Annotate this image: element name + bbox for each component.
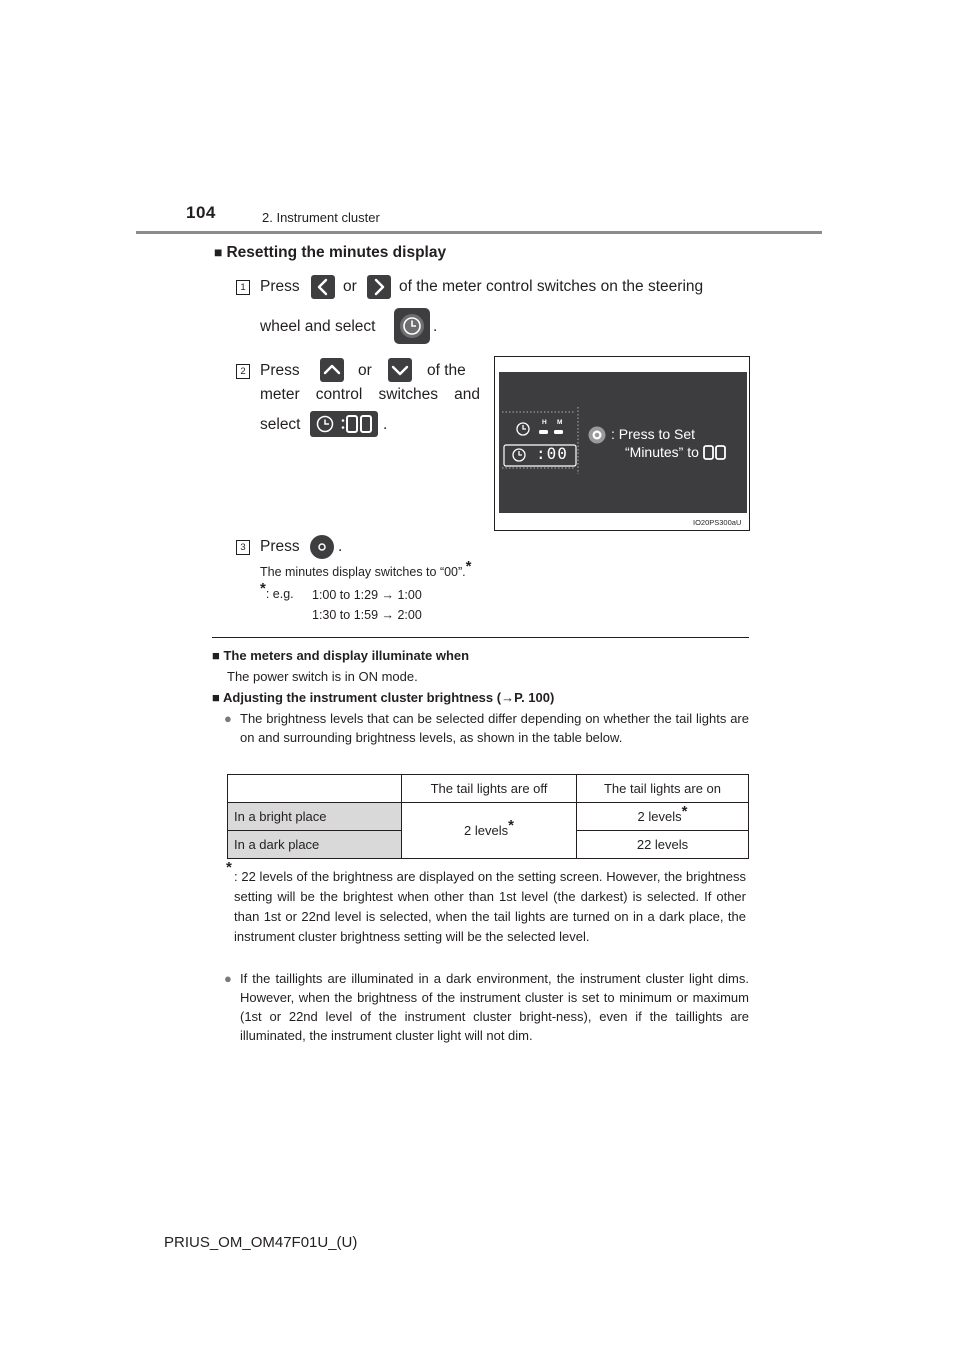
step2-press: Press [260, 362, 300, 379]
step2-or: or [358, 362, 372, 379]
footnote-example-2: 1:30 to 1:59 → 2:00 [312, 608, 422, 622]
result-text [260, 558, 472, 579]
clock-setting-button-icon [394, 308, 430, 344]
enter-button-icon [310, 535, 334, 559]
footnote-prefix [260, 580, 294, 601]
header-rule [136, 231, 822, 234]
up-arrow-button-icon [320, 358, 344, 382]
step-number-2: 2 [236, 364, 250, 379]
section-title: 2. Instrument cluster [262, 210, 380, 225]
document-code: PRIUS_OM_OM47F01U_(U) [164, 1234, 358, 1251]
right-arrow-button-icon [367, 275, 391, 299]
minutes-to-text: “Minutes” to [625, 444, 699, 460]
result-text-body: The minutes display switches to “00”. [260, 565, 466, 579]
step1-or: or [343, 278, 357, 295]
note1-heading [212, 648, 469, 663]
step2-line2: meter control switches and [260, 386, 480, 403]
note2-heading [212, 690, 554, 705]
note1-text: The power switch is in ON mode. [227, 669, 418, 684]
step-number-1: 1 [236, 280, 250, 295]
bullet1-text: The brightness levels that can be selected differ depending on whether the tail lights are on and surrounding brightness levels, as shown in the table below. [240, 711, 749, 745]
page-reference-link[interactable]: →P. 100) [501, 690, 555, 705]
heading-marker: ■ [214, 244, 223, 260]
display-illustration [499, 372, 747, 513]
table-row-label-bright: In a bright place [228, 803, 402, 831]
step3-period: . [338, 538, 343, 555]
table-footnote: : 22 levels of the brightness are displayed on the setting screen. However, the brightness setting will be the brightest when other than 1st level (the darkest) is selected. If other than 1st or 22nd level is selected, when the tail lights are turned on in a dark place, the instrument cluster brightness setting will be the selected level. [234, 869, 746, 944]
step3-press: Press [260, 538, 300, 555]
note2-heading-text: Adjusting the instrument cluster brightness ( [223, 690, 502, 705]
footnote-star: * [260, 580, 266, 597]
footnote-example-1: 1:00 to 1:29 → 1:00 [312, 588, 422, 602]
table-cell-bright-on: 2 levels* [577, 803, 749, 831]
image-code: IO20PS300aU [693, 518, 742, 527]
bullet2-text: If the taillights are illuminated in a dark environment, the instrument cluster light dims. However, when the brightness of the instrument cluster is set to minimum or maximum (1st or 22nd level of the instrument cluster bright-ness), even if the taillights are illuminated, the instrument cluster light will not dim. [240, 971, 749, 1043]
brightness-table [227, 774, 749, 859]
table-cell-off-merged: 2 levels* [402, 803, 577, 859]
result-star: * [465, 558, 472, 575]
step1-rest: of the meter control switches on the steering [399, 278, 704, 295]
section-divider [212, 637, 749, 638]
bullet2-marker: ● [224, 971, 232, 986]
step2-period: . [383, 416, 388, 433]
step1-press: Press [260, 278, 300, 295]
minute-label: M [557, 419, 563, 426]
footnote-eg: : e.g. [265, 587, 294, 601]
page-number: 104 [186, 203, 216, 222]
note1-heading-text: The meters and display illuminate when [223, 648, 470, 663]
note2-marker: ■ [212, 690, 220, 705]
table-row-label-dark: In a dark place [228, 831, 402, 859]
down-arrow-button-icon [388, 358, 412, 382]
bullet1-marker: ● [224, 711, 232, 726]
press-to-set-text: : Press to Set [611, 426, 696, 442]
time-minutes-display: :00 [536, 444, 568, 463]
table-header-empty [228, 775, 402, 803]
note1-marker: ■ [212, 648, 220, 663]
heading-text: Resetting the minutes display [226, 244, 447, 261]
clock-minutes-display-icon [310, 411, 378, 437]
step2-of-the: of the [427, 362, 466, 379]
table-footnote-star: * [226, 859, 232, 876]
step1-line2: wheel and select [260, 318, 376, 335]
section-heading [214, 244, 446, 262]
table-header-off: The tail lights are off [402, 775, 577, 803]
step2-line3: select [260, 416, 301, 433]
table-cell-dark-on: 22 levels [577, 831, 749, 859]
hour-label: H [542, 419, 547, 426]
left-arrow-button-icon [311, 275, 335, 299]
step1-period: . [433, 318, 438, 335]
table-header-on: The tail lights are on [577, 775, 749, 803]
step-number-3: 3 [236, 540, 250, 555]
